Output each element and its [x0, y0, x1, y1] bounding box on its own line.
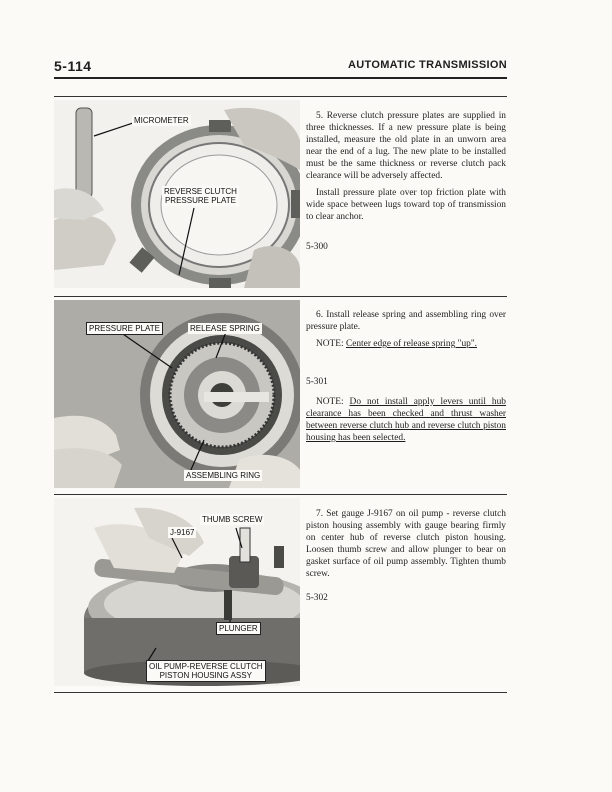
oil-pump-reverse-clutch-housing-label: OIL PUMP-REVERSE CLUTCH PISTON HOUSING ASSY	[146, 660, 266, 682]
note-text: Do not install apply levers until hub clearance has been checked and thrust washer between reverse clutch hub and reverse clutch piston housing has been selected.	[306, 397, 506, 443]
figure-ref-5-302: 5-302	[306, 593, 328, 603]
step-6-paragraph-1: 6. Install release spring and assembling ring over pressure plate.	[306, 310, 506, 332]
reverse-clutch-pressure-plate-label: REVERSE CLUTCH PRESSURE PLATE	[164, 187, 237, 205]
gauge-j-9167-label: J-9167	[170, 528, 195, 537]
step-6-note-2	[306, 396, 506, 444]
note-text: Center edge of release spring "up".	[345, 339, 477, 349]
micrometer-label: MICROMETER	[134, 116, 189, 125]
release-spring-label: RELEASE SPRING	[190, 324, 260, 333]
section-divider	[54, 296, 507, 297]
figure-5-301-photo	[54, 300, 300, 488]
pressure-plate-label: PRESSURE PLATE	[86, 322, 163, 335]
note-label: NOTE:	[316, 339, 344, 349]
header-rule	[54, 77, 507, 79]
bottom-rule	[54, 692, 507, 693]
step-7-text	[306, 508, 506, 585]
figure-5-302-photo	[54, 498, 300, 686]
page-number: 5-114	[54, 58, 92, 74]
page-header	[54, 58, 507, 72]
step-6-note-2-block	[306, 396, 506, 449]
step-5-paragraph-1: 5. Reverse clutch pressure plates are supplied in three thicknesses. If a new pressure plate is being installed, measure the old plate in an unworn area near the end of a lug. The new plate to be installed must be the same thickness or reverse clutch pack clearance will be adversely affected.	[306, 111, 506, 181]
figure-5-300-photo	[54, 100, 300, 288]
section-divider	[54, 494, 507, 495]
step-5-text	[306, 110, 506, 228]
step-6-note-1	[306, 338, 506, 350]
step-5-paragraph-2: Install pressure plate over top friction plate with wide space between lugs toward top of transmission to clear anchor.	[306, 188, 506, 222]
section-title: AUTOMATIC TRANSMISSION	[348, 59, 507, 71]
section-divider	[54, 96, 507, 97]
plunger-label: PLUNGER	[216, 622, 261, 635]
thumb-screw-label: THUMB SCREW	[202, 515, 263, 524]
step-7-paragraph-1: 7. Set gauge J-9167 on oil pump - reverse clutch piston housing assembly with gauge bearing firmly on center hub of reverse clutch piston housing. Loosen thumb screw and allow plunger to bear on gasket surface of oil pump assembly. Tighten thumb screw.	[306, 509, 506, 579]
figure-ref-5-300: 5-300	[306, 242, 328, 252]
step-6-text	[306, 309, 506, 355]
figure-ref-5-301: 5-301	[306, 377, 328, 387]
assembling-ring-label: ASSEMBLING RING	[186, 471, 261, 480]
note-label: NOTE:	[316, 397, 344, 407]
